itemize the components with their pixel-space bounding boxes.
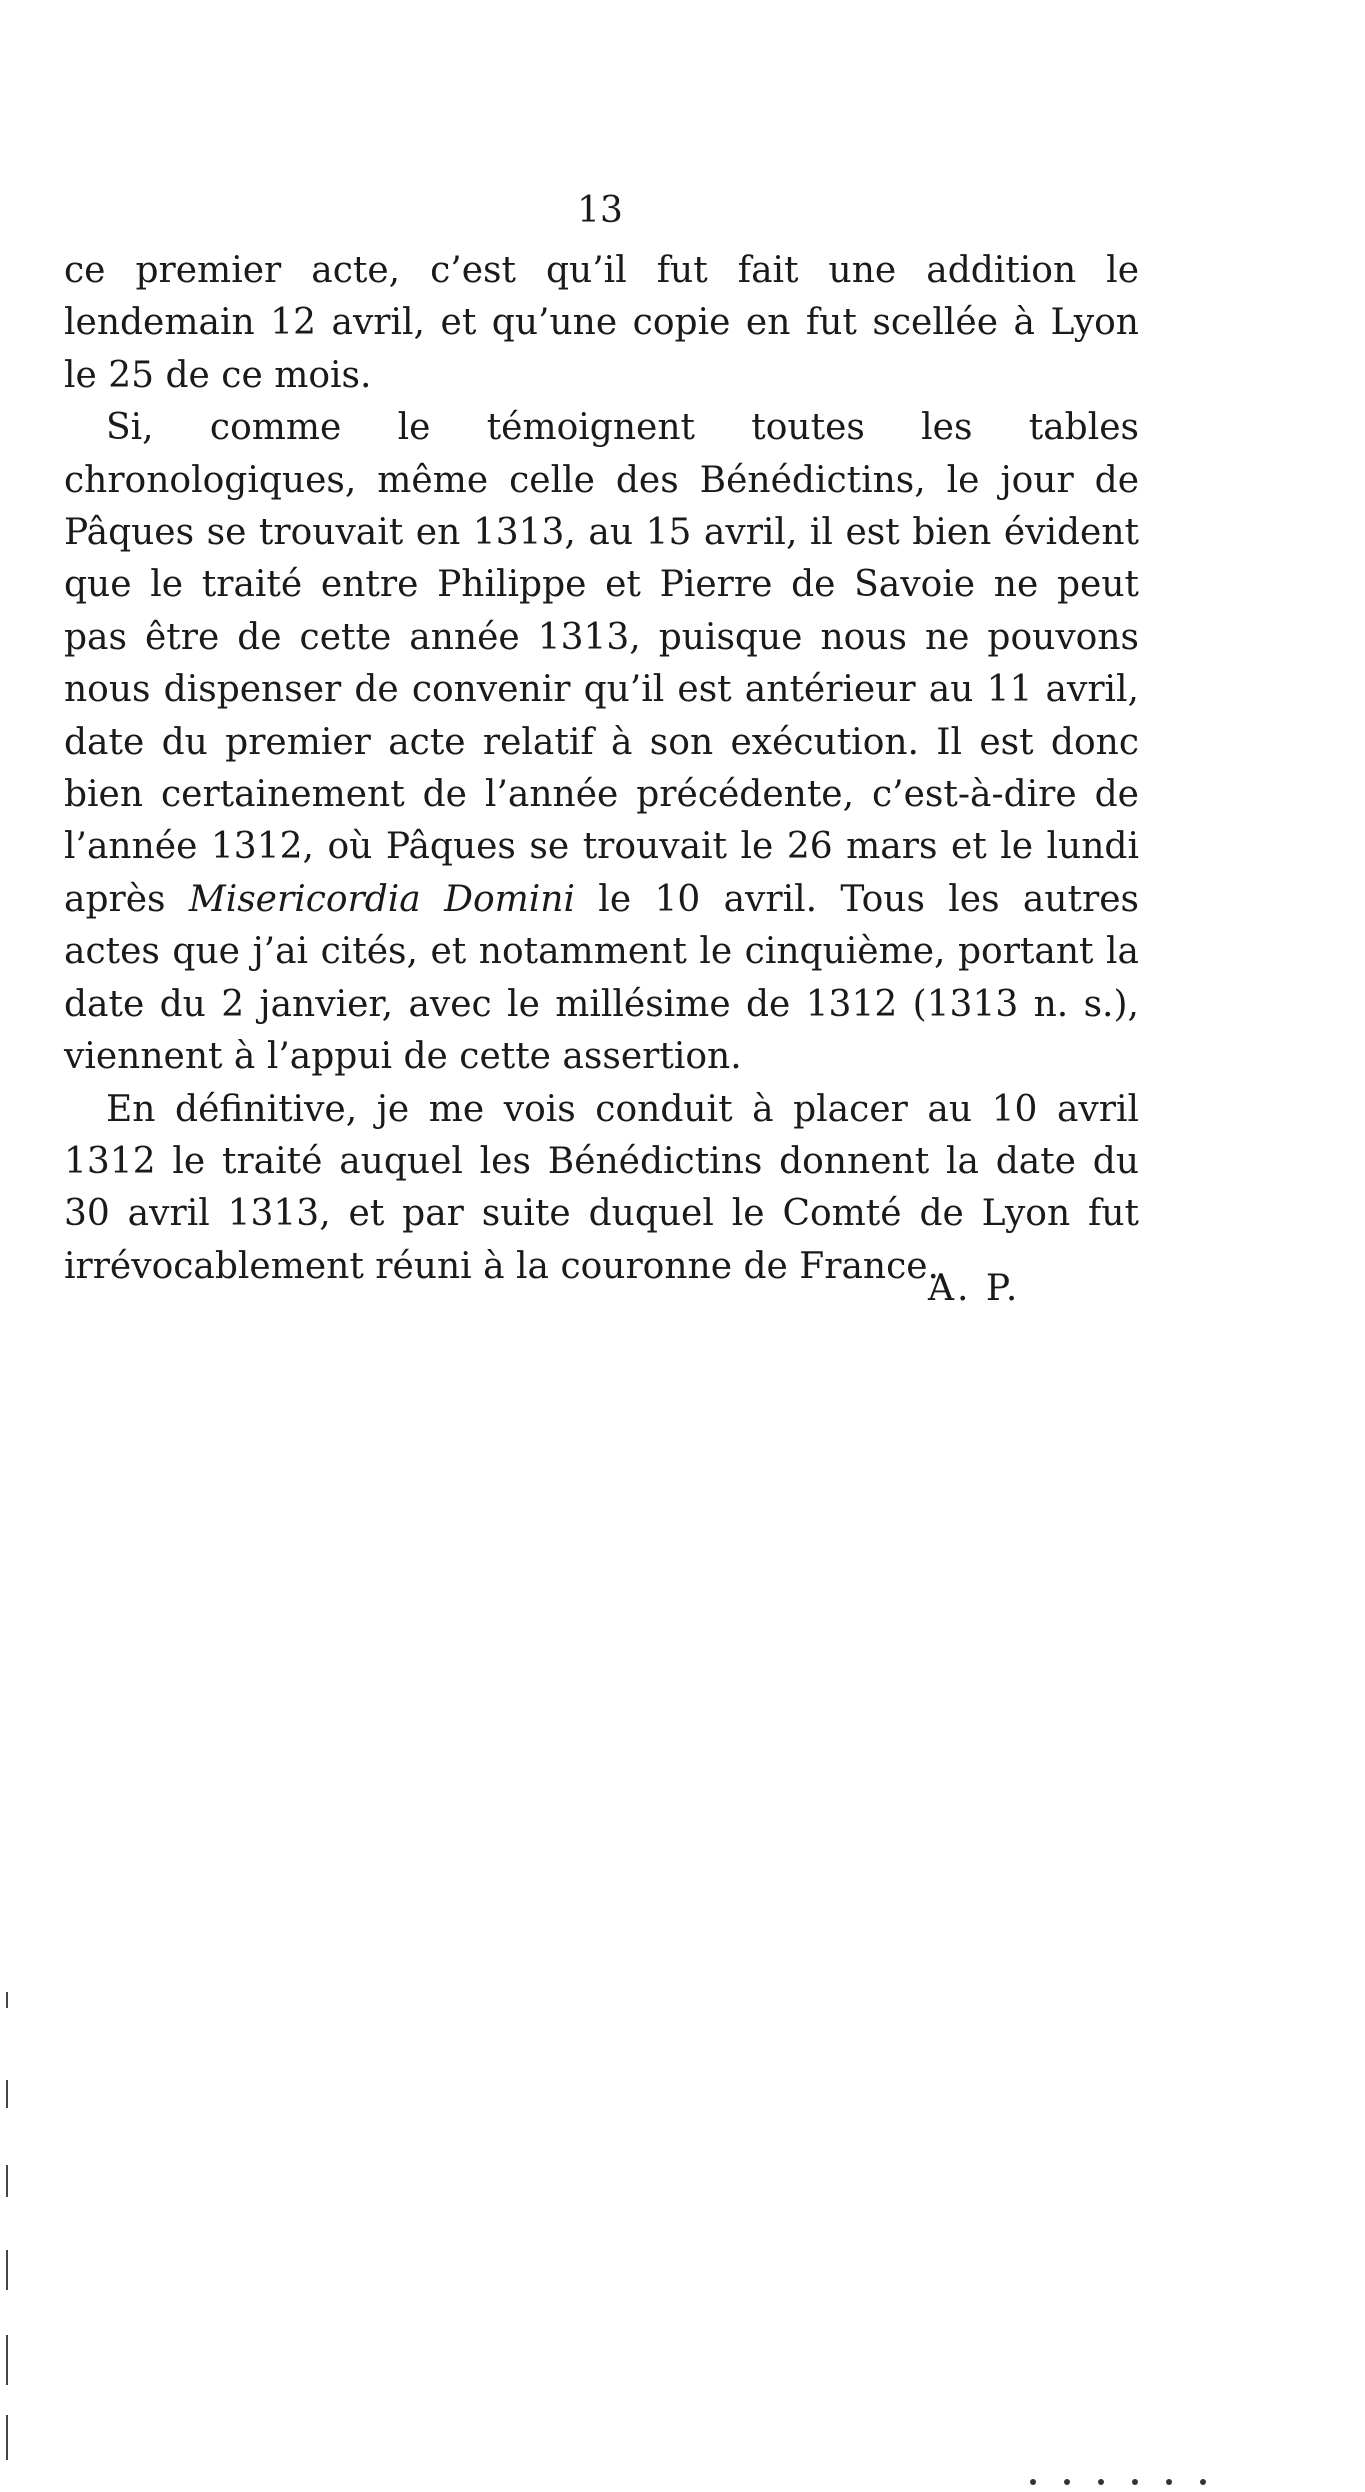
margin-mark — [6, 2335, 8, 2385]
signature: A. P. — [928, 1268, 1021, 1309]
dot — [1064, 2479, 1070, 2485]
body-text — [64, 245, 1139, 1293]
paragraph-1: ce premier acte, c’est qu’il fut fait une addition le lendemain 12 avril, et qu’une copie en fut scellée à Lyon le 25 de ce mois. — [64, 250, 1139, 396]
margin-mark — [6, 1992, 8, 2008]
paragraph-3: En définitive, je me vois conduit à placer au 10 avril 1312 le traité auquel les Bénédictins donnent la date du 30 avril 1313, et par suite duquel le Comté de Lyon fut irrévocablement réuni à la couronne de France. — [64, 1088, 1139, 1287]
dot — [1200, 2479, 1206, 2485]
dot — [1166, 2479, 1172, 2485]
paragraph-2 — [64, 402, 1139, 1083]
dot — [1030, 2479, 1036, 2485]
italic-phrase: Misericordia Domini — [188, 878, 575, 920]
paragraph-2-part-b: le 10 avril. Tous les autres actes que j’ai cités, et notamment le cinquième, portant la date du 2 janvier, avec le millésime de 1312 (1313 n. s.), viennent à l’appui de cette assertion. — [64, 878, 1139, 1078]
page-number: 13 — [577, 190, 623, 231]
margin-mark — [6, 2250, 8, 2290]
dot — [1098, 2479, 1104, 2485]
margin-mark — [6, 2080, 8, 2108]
footer-dots — [1030, 2470, 1280, 2480]
dot — [1132, 2479, 1138, 2485]
margin-mark — [6, 2165, 8, 2197]
paragraph-2-part-a: Si, comme le témoignent toutes les tables chronologiques, même celle des Bénédictins, le jour de Pâques se trouvait en 1313, au 15 avril, il est bien évident que le traité entre Philippe et Pierre de Savoie ne peut pas être de cette année 1313, puisque nous ne pouvons nous dispenser de convenir qu’il est antérieur au 11 avril, date du premier acte relatif à son exécution. Il est donc bien certainement de l’année précédente, c’est-à-dire de l’année 1312, où Pâques se trouvait le 26 mars et le lundi après — [64, 407, 1139, 920]
margin-mark — [6, 2415, 8, 2460]
